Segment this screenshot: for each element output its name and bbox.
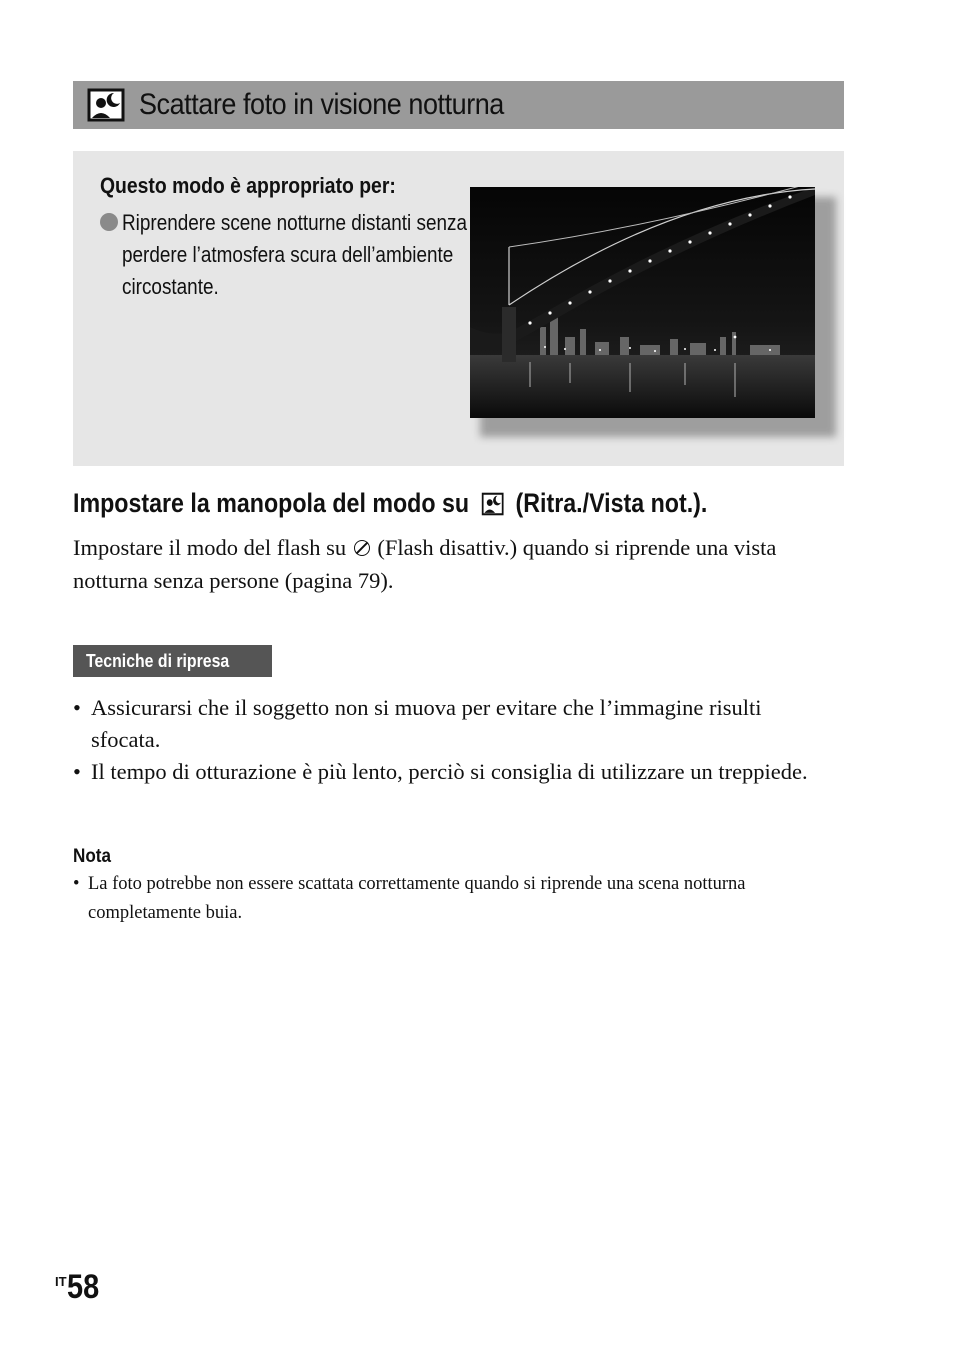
bullet-dot: • [73,759,81,784]
page-title: Scattare foto in visione notturna [139,88,504,121]
list-item-text: La foto potrebbe non essere scattata correttamente quando si riprende una scena notturna completamente buia. [88,874,746,923]
list-item-text: Riprendere scene notturne distanti senza perdere l’atmosfera scura dell’ambiente circostante. [122,210,467,299]
night-bridge-photo [470,187,815,418]
tips-tag [73,645,272,677]
note-title: Nota [73,846,112,867]
box-heading: Questo modo è appropriato per: [100,173,396,198]
flash-off-icon [354,540,370,556]
note-list [73,870,833,928]
step-text-before: Impostare il modo del flash su [73,535,347,560]
step-description [73,531,853,597]
list-item [73,692,833,756]
page-number [55,1268,104,1307]
night-portrait-icon [87,88,125,122]
step-heading [73,488,707,519]
section-title-bar [73,81,844,129]
list-item [73,870,833,928]
step-heading-mode: (Ritra./Vista not.). [515,488,708,518]
list-item-text: Il tempo di otturazione è più lento, perciò si consiglia di utilizzare un treppiede. [91,759,808,784]
tips-list [73,692,833,788]
bullet-dot: • [73,874,80,894]
step-heading-text: Impostare la manopola del modo su [73,488,470,518]
bullet-dot: • [73,695,81,720]
page-digits: 58 [66,1268,99,1306]
list-item [73,756,833,788]
bullet-icon [100,213,118,231]
list-item-text: Assicurarsi che il soggetto non si muova per evitare che l’immagine risulti sfocata. [91,695,762,752]
step-text-after: (Flash disattiv.) quando si riprende una vista notturna senza persone (pagina 79). [73,535,777,593]
night-portrait-icon [481,492,503,516]
tips-tag-label: Tecniche di ripresa [86,650,230,671]
page-language: IT [55,1274,67,1289]
suitability-box [73,151,844,466]
